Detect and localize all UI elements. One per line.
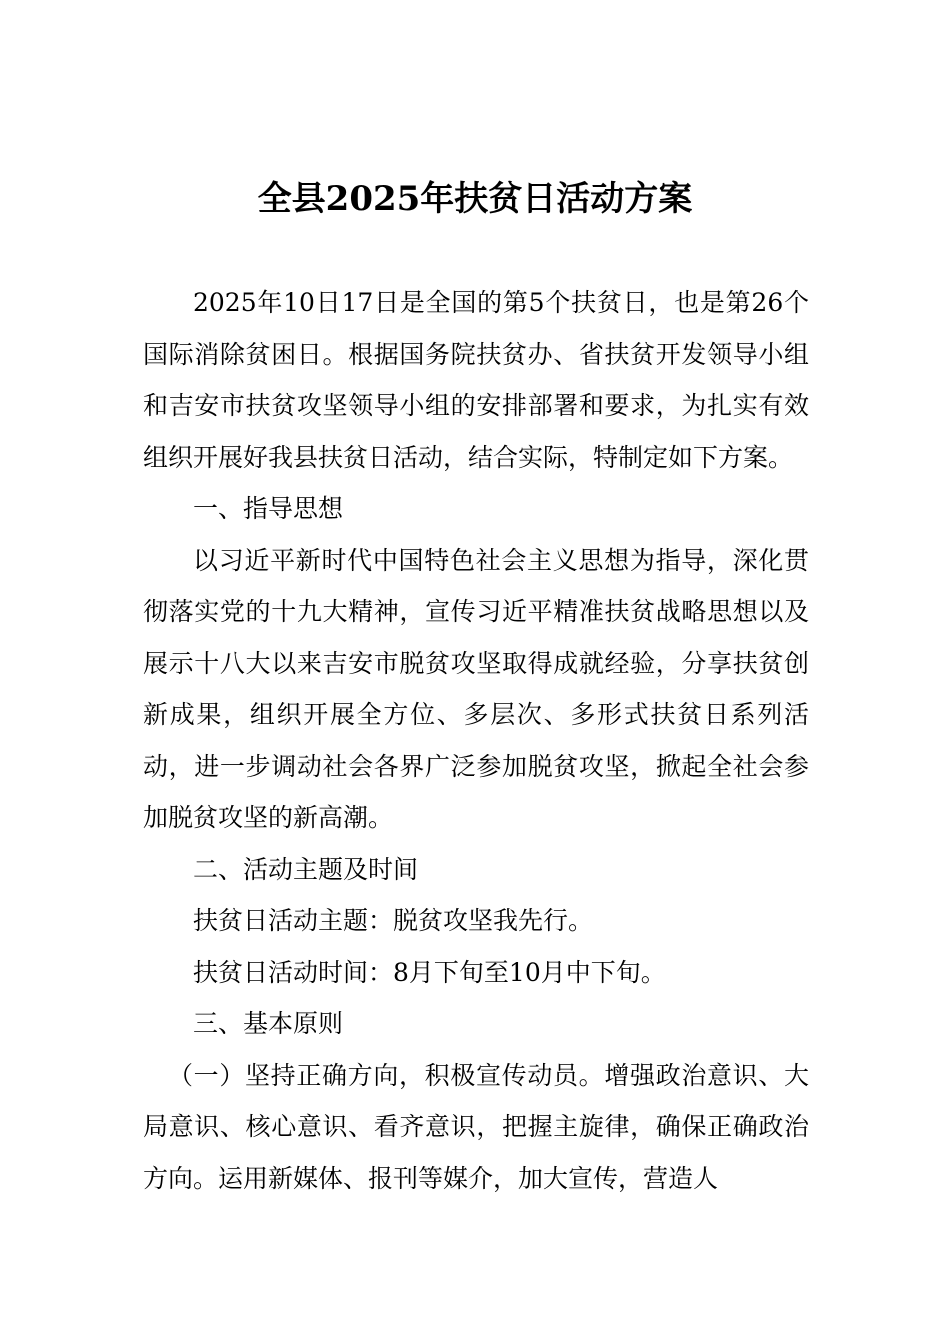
section-heading-principles: 三、基本原则	[193, 1009, 344, 1038]
paragraph-principle-1: （一）坚持正确方向，积极宣传动员。增强政治意识、大局意识、核心意识、看齐意识，把握主旋律，确保正确政治方向。运用新媒体、报刊等媒介，加大宣传，营造人	[143, 1060, 809, 1193]
document-title: 全县2025年扶贫日活动方案	[257, 179, 693, 219]
section-heading-theme-time: 二、活动主题及时间	[193, 854, 419, 884]
document-body	[143, 277, 809, 1204]
paragraph-theme: 扶贫日活动主题：脱贫攻坚我先行。	[193, 906, 594, 935]
paragraph-time: 扶贫日活动时间：8月下旬至10月中下旬。	[193, 957, 666, 987]
paragraph-intro: 2025年10日17日是全国的第5个扶贫日，也是第26个国际消除贫困日。根据国务院扶贫办、省扶贫开发领导小组和吉安市扶贫攻坚领导小组的安排部署和要求，为扎实有效组织开展好我县扶贫日活动，结合实际，特制定如下方案。	[143, 288, 809, 472]
paragraph-guiding-thought: 以习近平新时代中国特色社会主义思想为指导，深化贯彻落实党的十九大精神，宣传习近平精准扶贫战略思想以及展示十八大以来吉安市脱贫攻坚取得成就经验，分享扶贫创新成果，组织开展全方位、多层次、多形式扶贫日系列活动，进一步调动社会各界广泛参加脱贫攻坚，掀起全社会参加脱贫攻坚的新高潮。	[143, 545, 809, 832]
section-heading-guiding-thought: 一、指导思想	[193, 494, 344, 523]
